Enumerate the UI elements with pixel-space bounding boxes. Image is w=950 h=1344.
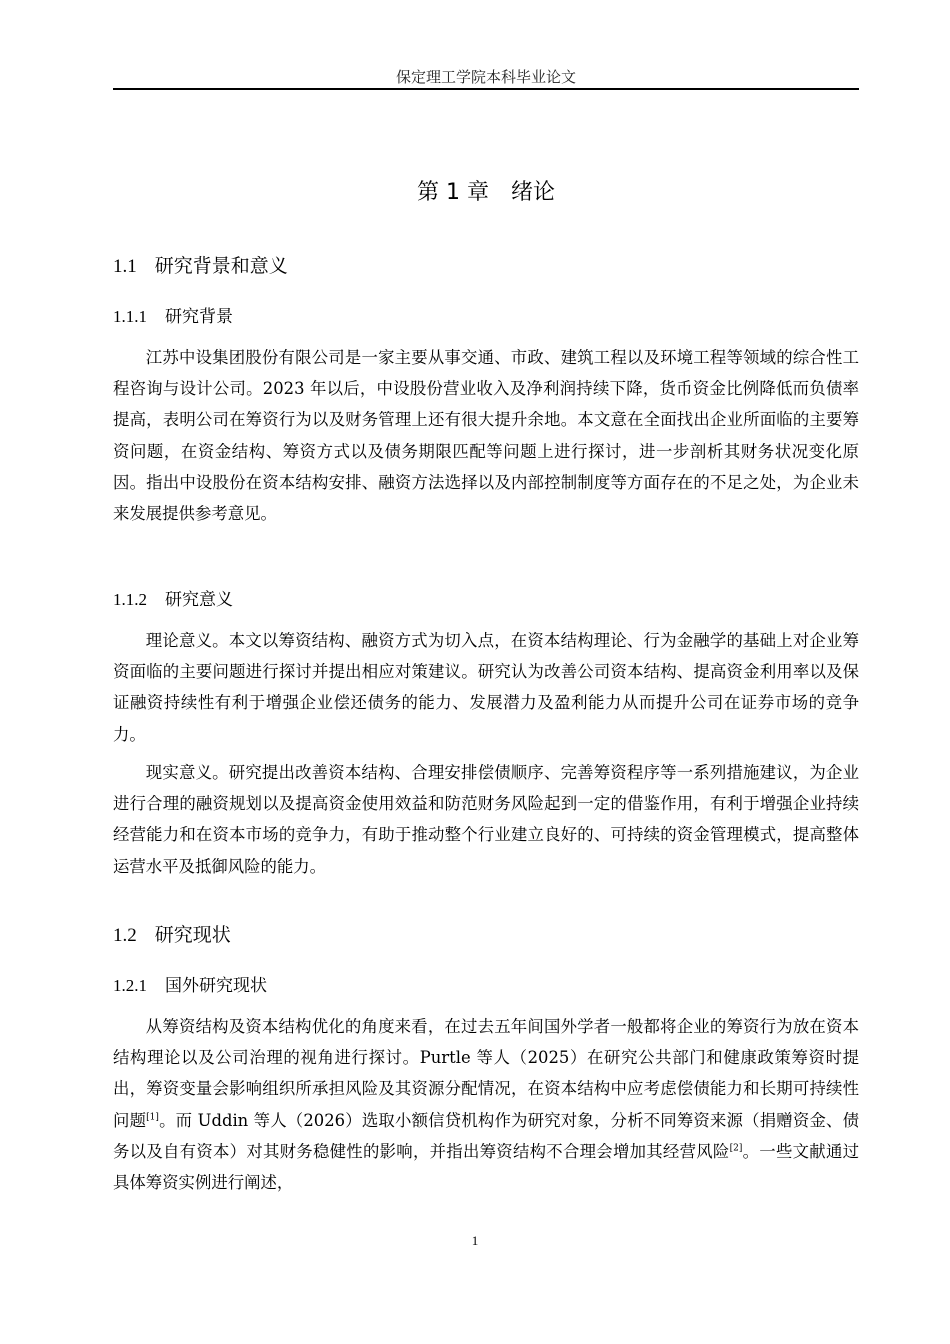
subsection-heading-1-2-1 <box>113 973 267 999</box>
section-number: 1.1 <box>113 256 137 277</box>
section-heading-1-1 <box>113 252 288 281</box>
section-title: 研究背景和意义 <box>154 255 288 277</box>
paragraph-significance-theory: 理论意义。本文以筹资结构、融资方式为切入点，在资本结构理论、行为金融学的基础上对企业筹资面临的主要问题进行探讨并提出相应对策建议。研究认为改善公司资本结构、提高资金利用率以及保证融资持续性有利于增强企业偿还债务的能力、发展潜力及盈利能力从而提升公司在证券市场的竞争力。 <box>113 631 859 744</box>
paragraph-background: 江苏中设集团股份有限公司是一家主要从事交通、市政、建筑工程以及环境工程等领域的综合性工程咨询与设计公司。2023 年以后，中设股份营业收入及净利润持续下降，货币资金比例降低而负债率提高，表明公司在筹资行为以及财务管理上还有很大提升余地。本文意在全面找出企业所面临的主要筹资问题，在资金结构、筹资方式以及债务期限匹配等问题上进行探讨，进一步剖析其财务状况变化原因。指出中设股份在资本结构安排、融资方法选择以及内部控制制度等方面存在的不足之处，为企业未来发展提供参考意见。 <box>113 348 859 524</box>
section-heading-1-2 <box>113 921 231 950</box>
chapter-title: 第 1 章 绪论 <box>417 180 555 205</box>
page-number: 1 <box>471 1233 479 1248</box>
paragraph-text: 从筹资结构及资本结构优化的角度来看，在过去五年间国外学者一般都将企业的筹资行为放在资本结构理论以及公司治理的视角进行探讨。Purtle 等人（2025）在研究公共部门和健康政策筹资时提出，筹资变量会影响组织所承担风险及其资源分配情况，在资本结构中应考虑偿债能力和长期可持续性问题 <box>113 1017 859 1130</box>
section-title: 研究现状 <box>154 924 231 946</box>
paragraph-text: 。一些文献通过具体筹资实例进行阐述， <box>113 1141 860 1193</box>
subsection-heading-1-1-1 <box>113 304 233 330</box>
subsection-number: 1.1.2 <box>113 590 147 609</box>
subsection-title: 国外研究现状 <box>165 976 267 996</box>
subsection-heading-1-1-2 <box>113 587 233 613</box>
subsection-title: 研究意义 <box>165 590 233 610</box>
paragraph-text: 。而 Uddin 等人（2026）选取小额信贷机构作为研究对象，分析不同筹资来源（捐赠资金、债务以及自有资本）对其财务稳健性的影响，并指出筹资结构不合理会增加其经营风险 <box>113 1110 859 1161</box>
page-header: 保定理工学院本科毕业论文 <box>113 66 859 90</box>
section-number: 1.2 <box>113 925 137 946</box>
paragraph-significance-practice: 现实意义。研究提出改善资本结构、合理安排偿债顺序、完善筹资程序等一系列措施建议，为企业进行合理的融资规划以及提高资金使用效益和防范财务风险起到一定的借鉴作用，有利于增强企业持续经营能力和在资本市场的竞争力，有助于推动整个行业建立良好的、可持续的资金管理模式，提高整体运营水平及抵御风险的能力。 <box>113 763 859 876</box>
subsection-number: 1.2.1 <box>113 976 147 995</box>
subsection-number: 1.1.1 <box>113 307 147 326</box>
citation-1[interactable]: [1] <box>146 1112 159 1123</box>
citation-2[interactable]: [2] <box>729 1143 743 1154</box>
subsection-title: 研究背景 <box>165 307 233 327</box>
paragraph-foreign-research <box>113 1011 859 1198</box>
